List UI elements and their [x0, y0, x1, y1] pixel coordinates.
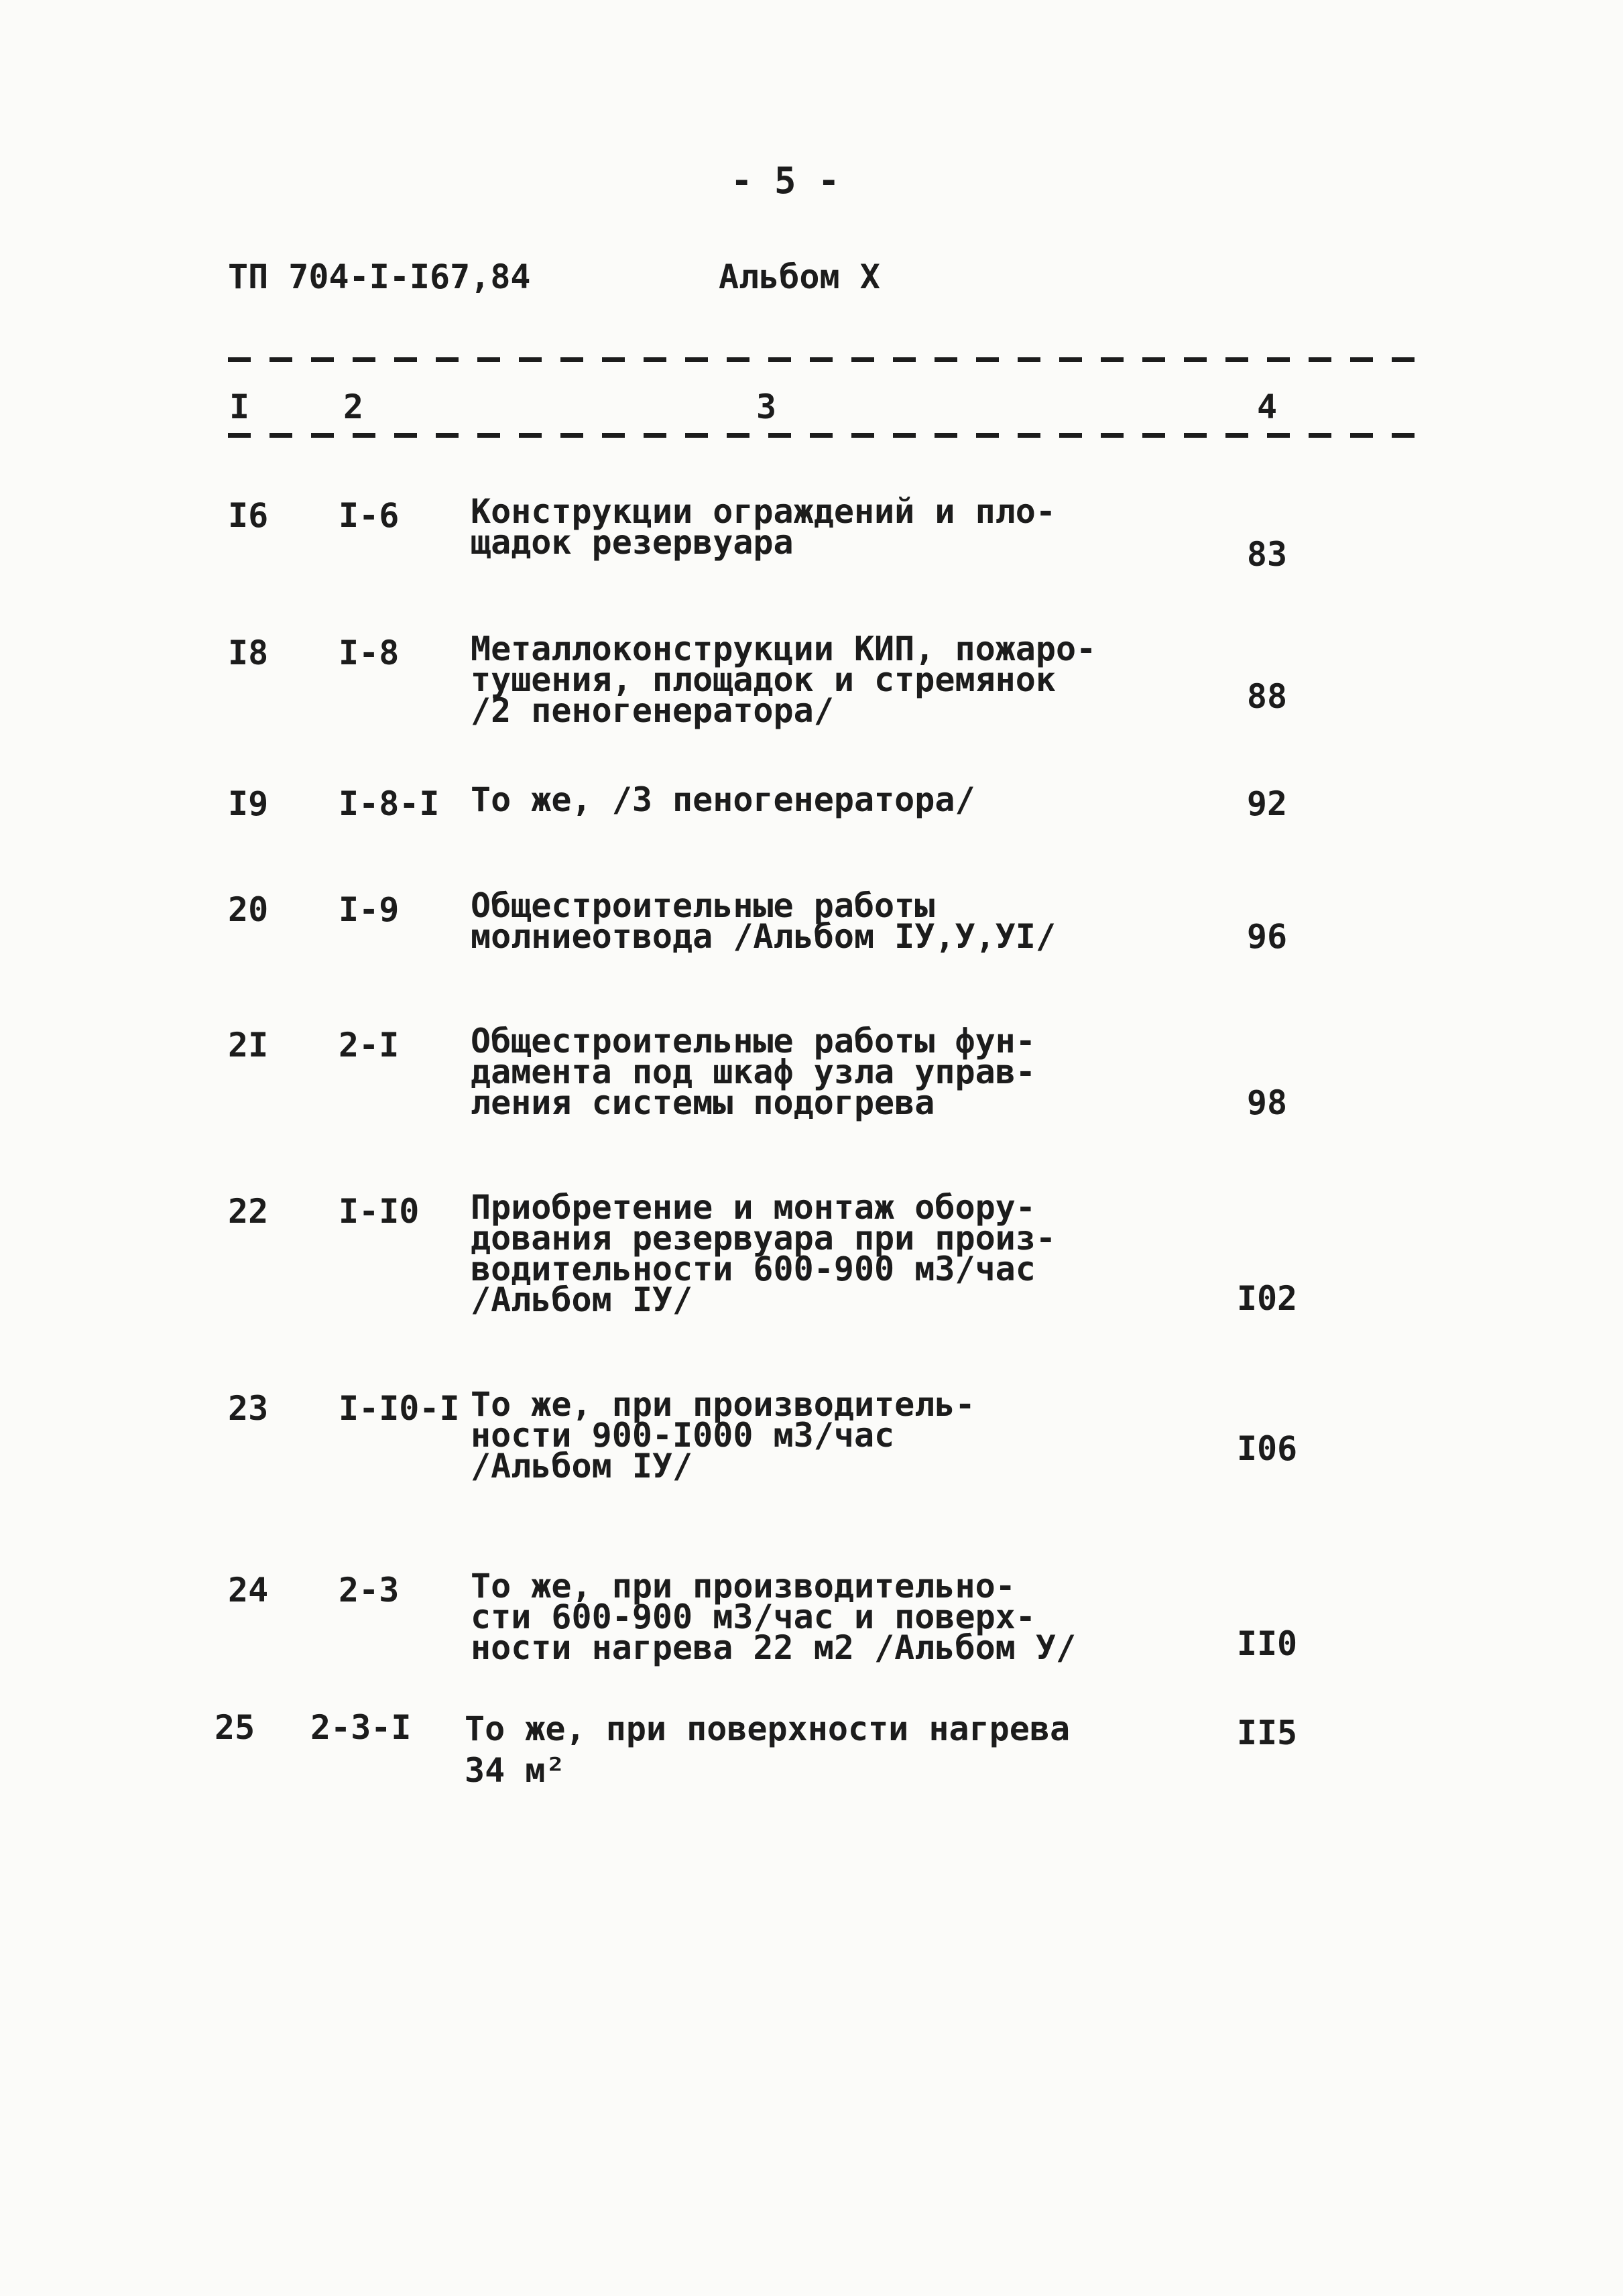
row-code: I-I0-I — [339, 1389, 460, 1428]
row-title: То же, при поверхности нагрева 34 м² — [465, 1709, 1071, 1790]
row-code: I-6 — [339, 496, 400, 535]
row-number: 22 — [228, 1192, 269, 1231]
row-title: Конструкции ограждений и пло- щадок резервуара — [471, 492, 1056, 562]
row-code: 2-I — [339, 1026, 400, 1065]
row-page: 96 — [1246, 917, 1288, 956]
row-number: I6 — [228, 496, 269, 535]
table-rule-header — [228, 433, 1415, 438]
table-rule-top — [228, 357, 1415, 362]
row-number: 23 — [228, 1389, 269, 1428]
row-page: II5 — [1236, 1713, 1298, 1752]
row-page: I06 — [1236, 1429, 1298, 1468]
column-header-4: 4 — [1257, 387, 1278, 426]
row-number: 20 — [228, 890, 269, 929]
row-page: I02 — [1236, 1279, 1298, 1318]
row-title: Приобретение и монтаж обору- дования резервуара при произ- водительности 600-900 м3/час /Альбом IУ/ — [471, 1188, 1056, 1319]
page-number: - 5 - — [731, 160, 840, 202]
row-title: То же, /3 пеногенератора/ — [471, 780, 975, 819]
column-header-1: I — [229, 387, 250, 426]
row-number: I9 — [228, 784, 269, 823]
column-header-3: 3 — [756, 387, 777, 426]
row-number: 2I — [228, 1026, 269, 1065]
row-page: 88 — [1246, 677, 1288, 716]
document-code: ТП 704-I-I67,84 — [228, 257, 531, 296]
row-page: 92 — [1246, 784, 1288, 823]
row-title: То же, при производитель- ности 900-I000 м3/час /Альбом IУ/ — [471, 1385, 975, 1486]
row-code: I-8-I — [339, 784, 440, 823]
row-code: I-I0 — [339, 1192, 420, 1231]
row-code: 2-3 — [339, 1571, 400, 1610]
row-title: То же, при производительно- сти 600-900 м3/час и поверх- ности нагрева 22 м2 /Альбом У/ — [471, 1567, 1077, 1667]
row-number: I8 — [228, 633, 269, 672]
column-header-2: 2 — [343, 387, 364, 426]
row-page: 98 — [1246, 1083, 1288, 1122]
row-number: 24 — [228, 1571, 269, 1610]
row-number: 25 — [215, 1708, 255, 1747]
row-page: II0 — [1236, 1624, 1298, 1663]
album-label: Альбом X — [719, 257, 880, 296]
row-title: Общестроительные работы молниеотвода /Альбом IУ,У,УI/ — [471, 886, 1056, 956]
row-code: I-8 — [339, 633, 400, 672]
row-page: 83 — [1246, 535, 1288, 574]
row-title: Металлоконструкции КИП, пожаро- тушения, площадок и стремянок /2 пеногенератора/ — [471, 629, 1097, 730]
row-title: Общестроительные работы фун- дамента под шкаф узла управ- ления системы подогрева — [471, 1022, 1036, 1122]
row-code: 2-3-I — [310, 1708, 412, 1747]
row-code: I-9 — [339, 890, 400, 929]
